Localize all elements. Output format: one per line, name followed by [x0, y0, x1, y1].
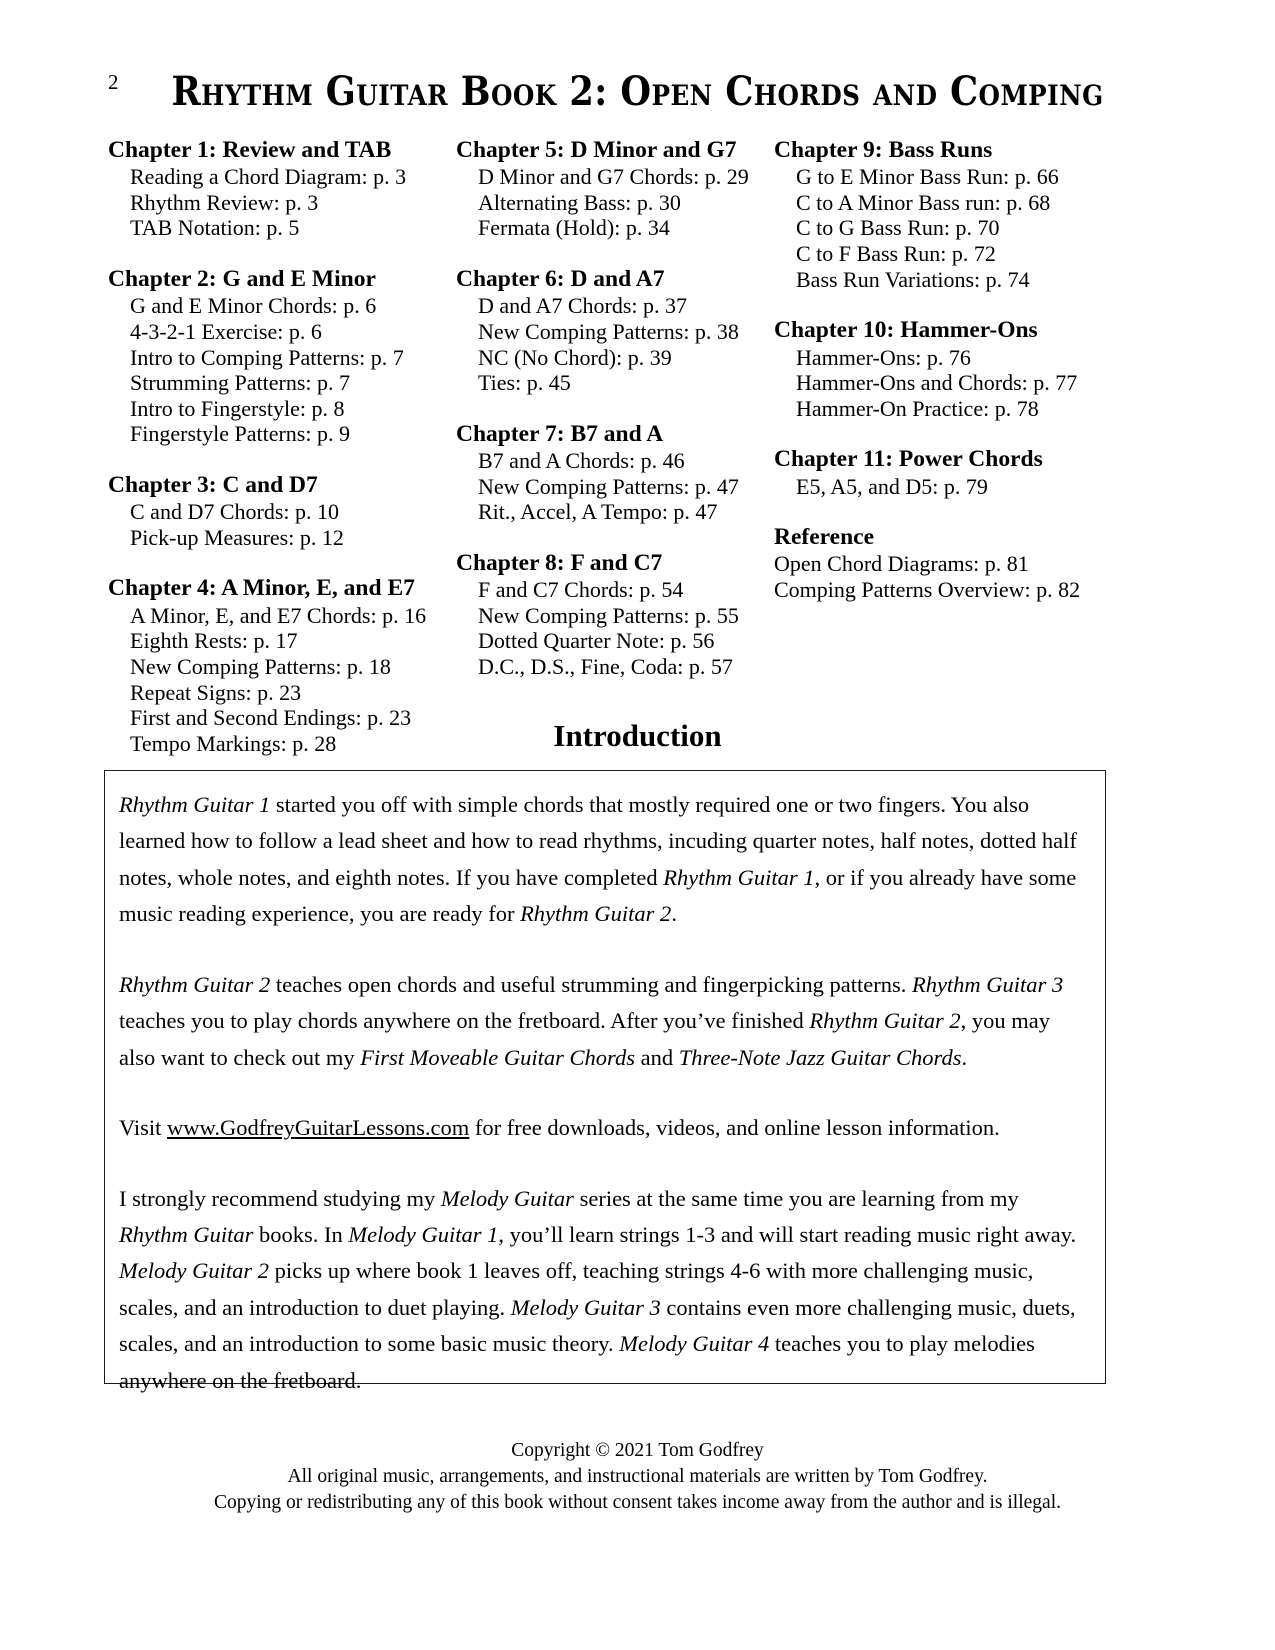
paragraph-text: , you’ll learn strings 1-3 and will start reading music right away. [498, 1221, 1077, 1247]
toc-entry[interactable]: New Comping Patterns: p. 55 [478, 602, 739, 628]
book-title-italic: Melody Guitar 3 [510, 1294, 661, 1320]
toc-chapter-heading: Chapter 9: Bass Runs [774, 137, 993, 163]
introduction-paragraph-3 [119, 1110, 1091, 1146]
toc-entry[interactable]: C to G Bass Run: p. 70 [796, 215, 1000, 241]
toc-entry[interactable]: D and A7 Chords: p. 37 [478, 293, 687, 319]
toc-group [456, 136, 774, 241]
toc-group [774, 136, 1114, 292]
toc-entry[interactable]: E5, A5, and D5: p. 79 [796, 473, 988, 499]
toc-group [108, 265, 456, 447]
book-title-italic: Rhythm Guitar 2 [520, 901, 672, 927]
toc-entry[interactable]: Eighth Rests: p. 17 [130, 628, 298, 654]
credits-line: All original music, arrangements, and instructional materials are written by Tom Godfrey. [287, 1465, 988, 1487]
toc-chapter-heading: Chapter 3: C and D7 [108, 472, 318, 498]
paragraph-text: picks up where book 1 leaves off, teaching strings 4-6 with more challenging music, scales, and an introduction to duet playing. [119, 1258, 1034, 1320]
toc-group-reference [774, 523, 1114, 602]
paragraph-text: teaches open chords and useful strumming and fingerpicking patterns. [270, 971, 912, 997]
toc-entry[interactable]: 4-3-2-1 Exercise: p. 6 [130, 318, 322, 344]
legal-line: Copying or redistributing any of this book without consent takes income away from the author and is illegal. [213, 1491, 1061, 1513]
book-title-italic: Melody Guitar 1 [348, 1221, 499, 1247]
introduction-paragraph-4 [119, 1181, 1091, 1400]
toc-entry[interactable]: Rhythm Review: p. 3 [130, 189, 319, 215]
toc-column-3 [774, 136, 1114, 603]
toc-entry[interactable]: B7 and A Chords: p. 46 [478, 447, 685, 473]
toc-entry[interactable]: F and C7 Chords: p. 54 [478, 577, 684, 602]
toc-chapter-heading: Chapter 2: G and E Minor [108, 266, 376, 293]
website-link[interactable]: www.GodfreyGuitarLessons.com [167, 1115, 470, 1141]
toc-entry[interactable]: C to A Minor Bass run: p. 68 [796, 189, 1051, 215]
paragraph-spacer [119, 933, 1091, 967]
toc-chapter-heading: Chapter 11: Power Chords [774, 446, 1043, 473]
toc-entry[interactable]: C to F Bass Run: p. 72 [796, 241, 996, 267]
introduction-title: Introduction [553, 718, 722, 753]
toc-entry[interactable]: Alternating Bass: p. 30 [478, 189, 681, 215]
book-title-italic: Melody Guitar 2 [119, 1258, 269, 1284]
toc-column-2 [456, 136, 774, 680]
toc-entry[interactable]: C and D7 Chords: p. 10 [130, 499, 339, 525]
book-title-italic: First Moveable Guitar Chords [360, 1044, 635, 1070]
toc-entry[interactable]: NC (No Chord): p. 39 [478, 344, 672, 370]
toc-entry[interactable]: Ties: p. 45 [478, 370, 571, 396]
toc-entry[interactable]: A Minor, E, and E7 Chords: p. 16 [130, 602, 427, 628]
book-title-italic: Melody Guitar [440, 1185, 574, 1211]
toc-entry[interactable]: D Minor and G7 Chords: p. 29 [478, 164, 749, 190]
toc-entry[interactable]: Fermata (Hold): p. 34 [478, 215, 670, 241]
introduction-box [104, 770, 1106, 1393]
toc-reference-heading: Reference [774, 524, 875, 551]
toc-entry[interactable]: Rit., Accel, A Tempo: p. 47 [478, 499, 718, 525]
paragraph-text: teaches you to play melodies anywhere on the fretboard. [119, 1331, 1035, 1393]
toc-entry[interactable]: Hammer-On Practice: p. 78 [796, 395, 1039, 421]
toc-entry[interactable]: Reading a Chord Diagram: p. 3 [130, 164, 407, 190]
paragraph-text: series at the same time you are learning from my [573, 1185, 1019, 1211]
paragraph-text: books. In [253, 1221, 349, 1247]
paragraph-text: , or if you already have some music reading experience, you are ready for [119, 864, 1077, 927]
paragraph-spacer [119, 1147, 1091, 1181]
introduction-paragraph-1 [119, 787, 1091, 933]
toc-entry[interactable]: First and Second Endings: p. 23 [130, 705, 412, 731]
toc-chapter-heading: Chapter 10: Hammer-Ons [774, 317, 1038, 344]
paragraph-text: I strongly recommend studying my [119, 1185, 441, 1211]
table-of-contents [108, 136, 1168, 756]
toc-chapter-heading: Chapter 7: B7 and A [456, 420, 664, 447]
toc-entry[interactable]: Dotted Quarter Note: p. 56 [478, 628, 715, 654]
toc-entry[interactable]: Tempo Markings: p. 28 [130, 730, 337, 756]
toc-entry[interactable]: G to E Minor Bass Run: p. 66 [796, 164, 1059, 190]
book-title-italic: Rhythm Guitar 2 [119, 971, 271, 997]
toc-entry[interactable]: Strumming Patterns: p. 7 [130, 370, 350, 396]
toc-group [774, 316, 1114, 421]
toc-chapter-heading: Chapter 4: A Minor, E, and E7 [108, 575, 415, 602]
toc-chapter-heading: Chapter 6: D and A7 [456, 266, 665, 293]
book-title-italic: Rhythm Guitar 2 [809, 1008, 961, 1034]
toc-entry[interactable]: Repeat Signs: p. 23 [130, 679, 302, 705]
toc-group [108, 471, 456, 550]
toc-entry[interactable]: Comping Patterns Overview: p. 82 [774, 577, 1081, 602]
paragraph-spacer [119, 1076, 1091, 1110]
toc-entry[interactable]: Intro to Fingerstyle: p. 8 [130, 395, 345, 421]
page-title: Rhythm Guitar Book 2: Open Chords and Comping [171, 68, 1104, 115]
toc-entry[interactable]: D.C., D.S., Fine, Coda: p. 57 [478, 653, 733, 679]
toc-entry[interactable]: New Comping Patterns: p. 47 [478, 473, 739, 499]
toc-entry[interactable]: Bass Run Variations: p. 74 [796, 266, 1030, 292]
toc-group [456, 420, 774, 525]
book-title-italic: Rhythm Guitar 1 [119, 792, 271, 817]
toc-entry[interactable]: G and E Minor Chords: p. 6 [130, 293, 377, 319]
paragraph-text: , you may also want to check out my [119, 1008, 1051, 1070]
book-title-italic: Melody Guitar 4 [619, 1331, 770, 1357]
toc-chapter-heading: Chapter 1: Review and TAB [108, 137, 392, 163]
toc-column-1 [108, 136, 456, 756]
paragraph-text: teaches you to play chords anywhere on the fretboard. After you’ve finished [119, 1008, 810, 1034]
paragraph-text: Visit [119, 1115, 168, 1141]
toc-entry[interactable]: Hammer-Ons: p. 76 [796, 344, 971, 370]
toc-group [108, 136, 456, 241]
toc-group [456, 549, 774, 680]
toc-entry[interactable]: New Comping Patterns: p. 18 [130, 653, 391, 679]
toc-entry[interactable]: Open Chord Diagrams: p. 81 [774, 551, 1029, 577]
paragraph-text: and [634, 1044, 679, 1070]
paragraph-text: for free downloads, videos, and online lesson information. [469, 1115, 1000, 1141]
book-title-italic: Rhythm Guitar 3 [911, 971, 1064, 997]
toc-entry[interactable]: TAB Notation: p. 5 [130, 215, 300, 241]
book-title-italic: Three-Note Jazz Guitar Chords [678, 1044, 962, 1070]
book-title-italic: Rhythm Guitar 1 [663, 864, 815, 890]
paragraph-text: contains even more challenging music, duets, scales, and an introduction to some basic music theory. [119, 1294, 1076, 1357]
page-number: 2 [108, 70, 119, 94]
copyright-line: Copyright © 2021 Tom Godfrey [511, 1440, 764, 1461]
toc-entry[interactable]: Hammer-Ons and Chords: p. 77 [796, 370, 1078, 396]
paragraph-text: . [961, 1044, 968, 1070]
paragraph-text: started you off with simple chords that mostly required one or two fingers. You also learned how to follow a lead sheet and how to read rhythms, incuding quarter notes, half notes, dotted half notes, whole notes, and eighth notes. If you have completed [119, 792, 1077, 890]
toc-entry[interactable]: New Comping Patterns: p. 38 [478, 318, 739, 344]
paragraph-text: . [671, 901, 677, 927]
toc-group [774, 445, 1114, 499]
footer [0, 1438, 1275, 1516]
toc-chapter-heading: Chapter 5: D Minor and G7 [456, 137, 737, 163]
toc-group [456, 265, 774, 396]
book-title-italic: Rhythm Guitar [119, 1221, 254, 1247]
introduction-paragraph-2 [119, 967, 1091, 1076]
toc-entry[interactable]: Pick-up Measures: p. 12 [130, 524, 344, 550]
toc-entry[interactable]: Intro to Comping Patterns: p. 7 [130, 344, 404, 370]
toc-chapter-heading: Chapter 8: F and C7 [456, 549, 663, 576]
toc-entry[interactable]: Fingerstyle Patterns: p. 9 [130, 421, 350, 447]
